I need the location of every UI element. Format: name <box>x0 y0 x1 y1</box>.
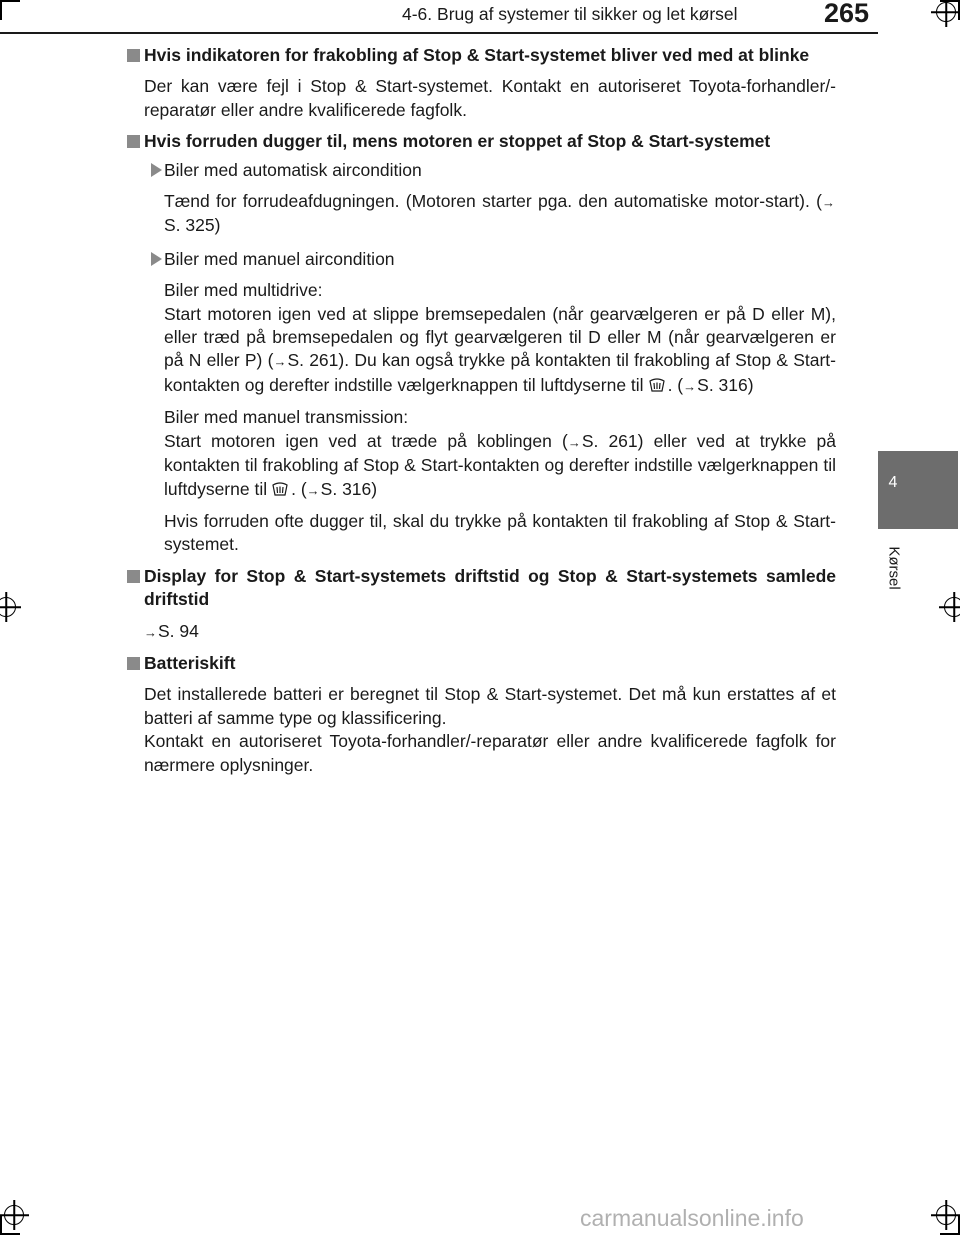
page-reference[interactable]: S. 316) <box>320 478 378 499</box>
square-bullet-icon <box>127 135 140 148</box>
section <box>124 130 836 557</box>
arrow-icon: → <box>144 624 157 640</box>
sub-item-label: Biler med automatisk aircondition <box>164 159 422 180</box>
registration-mark <box>944 597 960 617</box>
sub-item-body: Biler med multidrive: Start motoren igen ved at slippe bremsepedalen (når gearvælgeren er på D eller M), eller træd på bremsepedalen og flyt gearvælgeren til D eller M (når gearvælgeren er på N eller P) (→S. 261). Du kan også trykke på kontakten til frakobling af Stop & Start-kontakten og derefter indstille vælgerknappen til luftdyserne til . (→S. 316) <box>144 279 836 398</box>
registration-mark <box>0 597 16 617</box>
arrow-icon: → <box>567 434 581 450</box>
square-bullet-icon <box>127 657 140 670</box>
sub-item-label: Biler med manuel aircondition <box>164 248 395 269</box>
section-heading: Hvis indikatoren for frakobling af Stop & Start-systemet bliver ved med at blinke <box>144 45 810 65</box>
sub-item-body: Biler med manuel transmission: Start motoren igen ved at træde på koblingen (→S. 261) eller ved at trykke på kontakten til frakobling af Stop & Start-kontakten og derefter indstille vælgerknappen til luftdyserne til . (→S. 316) <box>144 406 836 502</box>
section-body: Der kan være fejl i Stop & Start-systemet. Kontakt en autoriseret Toyota-forhandler/-reparatør eller andre kvalificerede fagfolk. <box>144 76 836 120</box>
section-header: 4-6. Brug af systemer til sikker og let kørsel <box>402 4 738 24</box>
page-content <box>124 44 836 783</box>
square-bullet-icon <box>127 49 140 62</box>
section-heading: Hvis forruden dugger til, mens motoren er stoppet af Stop & Start-systemet <box>144 131 771 152</box>
page-reference[interactable]: S. 325) <box>164 215 221 236</box>
arrow-icon: → <box>273 354 287 370</box>
page-reference[interactable]: S. 94 <box>158 620 199 641</box>
page-reference[interactable]: S. 261) eller ved at trykke på kontakten til frakobling af Stop & Start-kontakten og derefter indstille vælgerknappen til luftdyserne til <box>164 430 837 499</box>
triangle-bullet-icon <box>151 252 162 266</box>
section-heading: Batteriskift <box>144 652 236 673</box>
section <box>124 44 836 122</box>
sub-item <box>144 159 836 182</box>
registration-mark <box>936 1205 956 1225</box>
chapter-label-text: Kørsel <box>885 546 903 590</box>
registration-mark <box>936 2 956 22</box>
section <box>124 565 836 644</box>
section-body: Det installerede batteri er beregnet til Stop & Start-systemet. Det må kun erstattes af et batteri af samme type og klassificering. Kontakt en autoriseret Toyota-forhandler/-reparatør eller andre kvalificerede fagfolk for nærmere oplysninger. <box>144 684 836 775</box>
section-body <box>144 620 836 644</box>
sub-item-body: Tænd for forrudeafdugningen. (Motoren starter pga. den automatiske motor-start). (→S. 325) <box>164 191 835 236</box>
page-reference[interactable]: S. 316) <box>697 374 754 395</box>
triangle-bullet-icon <box>151 163 162 177</box>
arrow-icon: → <box>306 482 320 498</box>
defogger-icon <box>648 378 666 394</box>
page-reference[interactable]: S. 261). Du kan også trykke på kontakten til frakobling af Stop & Start-kontakten og derefter indstille vælgerknappen til luftdyserne til <box>164 350 836 395</box>
chapter-number: 4 <box>888 474 898 491</box>
crop-mark <box>0 0 2 20</box>
sub-item-body: Hvis forruden ofte dugger til, skal du trykke på kontakten til frakobling af Stop & Start-systemet. <box>164 510 836 555</box>
page-number: 265 <box>824 0 870 28</box>
chapter-label <box>885 538 903 598</box>
arrow-icon: → <box>822 195 835 211</box>
header-rule <box>0 32 878 34</box>
crop-mark <box>0 0 20 2</box>
section-heading: Display for Stop & Start-systemets driftstid og Stop & Start-systemets samlede driftstid <box>144 565 836 610</box>
crop-mark <box>0 1215 2 1235</box>
watermark: carmanualsonline.info <box>580 1205 804 1231</box>
defogger-icon <box>271 482 289 498</box>
square-bullet-icon <box>127 570 140 583</box>
section <box>124 652 836 777</box>
arrow-icon: → <box>683 378 697 394</box>
registration-mark <box>4 1205 24 1225</box>
sub-item <box>144 248 836 271</box>
